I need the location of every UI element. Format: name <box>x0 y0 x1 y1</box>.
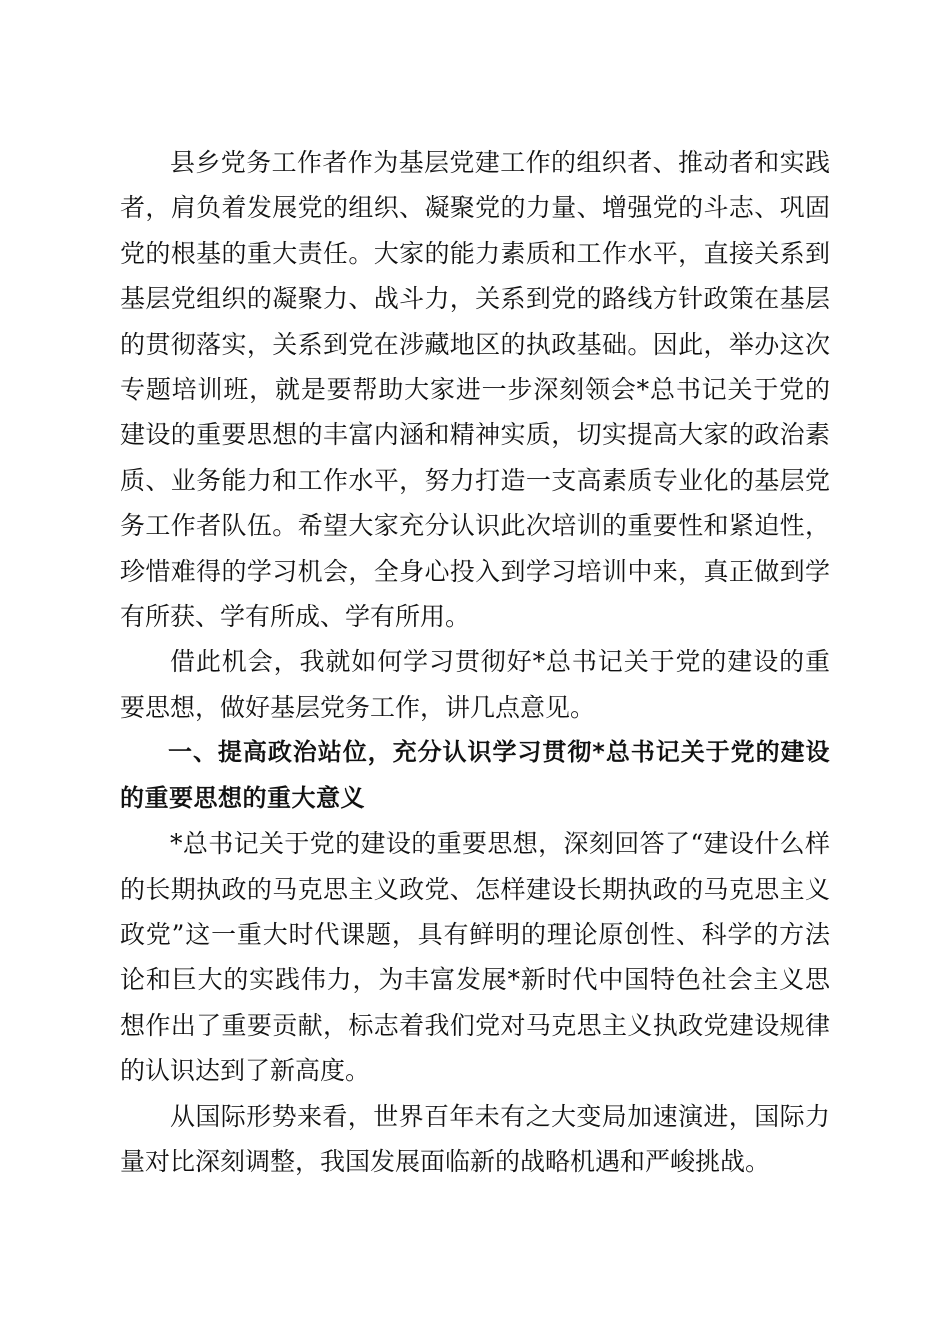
document-body <box>120 140 830 1184</box>
section-heading-1: 一、提高政治站位，充分认识学习贯彻*总书记关于党的建设的重要思想的重大意义 <box>120 738 830 812</box>
paragraph-1: 县乡党务工作者作为基层党建工作的组织者、推动者和实践者，肩负着发展党的组织、凝聚党的力量、增强党的斗志、巩固党的根基的重大责任。大家的能力素质和工作水平，直接关系到基层党组织的凝聚力、战斗力，关系到党的路线方针政策在基层的贯彻落实，关系到党在涉藏地区的执政基础。因此，举办这次专题培训班，就是要帮助大家进一步深刻领会*总书记关于党的建设的重要思想的丰富内涵和精神实质，切实提高大家的政治素质、业务能力和工作水平，努力打造一支高素质专业化的基层党务工作者队伍。希望大家充分认识此次培训的重要性和紧迫性，珍惜难得的学习机会，全身心投入到学习培训中来，真正做到学有所获、学有所成、学有所用。 <box>120 148 830 632</box>
paragraph-3: *总书记关于党的建设的重要思想，深刻回答了“建设什么样的长期执政的马克思主义政党、怎样建设长期执政的马克思主义政党”这一重大时代课题，具有鲜明的理论原创性、科学的方法论和巨大的实践伟力，为丰富发展*新时代中国特色社会主义思想作出了重要贡献，标志着我们党对马克思主义执政党建设规律的认识达到了新高度。 <box>120 829 830 1086</box>
paragraph-2: 借此机会，我就如何学习贯彻好*总书记关于党的建设的重要思想，做好基层党务工作，讲几点意见。 <box>120 647 830 722</box>
paragraph-4: 从国际形势来看，世界百年未有之大变局加速演进，国际力量对比深刻调整，我国发展面临新的战略机遇和严峻挑战。 <box>120 1101 830 1176</box>
